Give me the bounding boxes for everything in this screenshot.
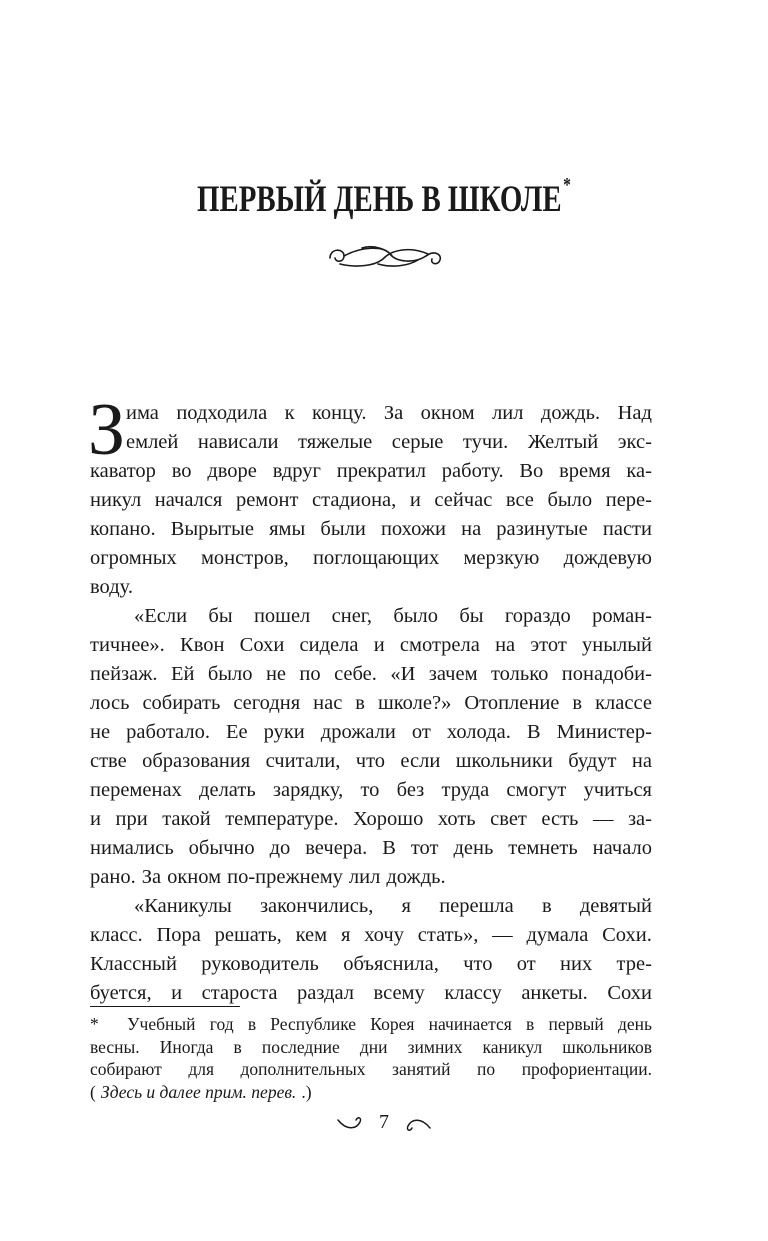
text-line: огромных монстров, поглощающих мерзкую дождевую bbox=[90, 547, 652, 569]
footnote-line: собирают для дополнительных занятий по профориентации. bbox=[90, 1059, 652, 1079]
text-line: лось собирать сегодня нас в школе?» Отопление в классе bbox=[90, 692, 652, 714]
text-line: тичнее». Квон Сохи сидела и смотрела на этот унылый bbox=[90, 634, 652, 656]
footnote bbox=[90, 1013, 652, 1103]
footnote-source-line bbox=[90, 1081, 652, 1104]
footnote-divider bbox=[90, 1006, 240, 1007]
page-number-text: 7 bbox=[379, 1111, 389, 1133]
text-line: Классный руководитель объяснила, что от них тре- bbox=[90, 953, 652, 975]
text-line: не работало. Ее руки дрожали от холода. В Министер- bbox=[90, 721, 652, 743]
text-line: буется, и староста раздал всему классу анкеты. Сохи bbox=[90, 982, 652, 1004]
chapter-title-text: ПЕРВЫЙ ДЕНЬ В ШКОЛЕ bbox=[197, 179, 562, 220]
text-line: каватор во дворе вдруг прекратил работу. Во время ка- bbox=[90, 460, 652, 482]
text-line: воду. bbox=[90, 576, 133, 598]
text-line: никул начался ремонт стадиона, и сейчас все было пере- bbox=[90, 489, 652, 511]
text-line: емлей нависали тяжелые серые тучи. Желтый экс- bbox=[126, 431, 652, 453]
text-line: нимались обычно до вечера. В тот день темнеть начало bbox=[90, 837, 652, 859]
flourish-ornament-icon bbox=[322, 236, 448, 276]
text-line: и при такой температуре. Хорошо хоть свет есть — за- bbox=[90, 808, 652, 830]
footnote-line: * Учебный год в Республике Корея начинается в первый день bbox=[90, 1014, 652, 1034]
body-text bbox=[88, 389, 652, 1008]
footnote-lines bbox=[90, 1013, 652, 1081]
text-line: стве образования считали, что если школьники будут на bbox=[90, 750, 652, 772]
text-line: «Если бы пошел снег, было бы гораздо роман- bbox=[134, 605, 652, 627]
text-line: пейзаж. Ей было не по себе. «И зачем только понадоби- bbox=[90, 663, 652, 685]
text-line: класс. Пора решать, кем я хочу стать», — думала Сохи. bbox=[90, 924, 652, 946]
text-line: «Каникулы закончились, я перешла в девятый bbox=[134, 895, 652, 917]
paragraphs bbox=[90, 399, 652, 1008]
text-line: переменах делать зарядку, то без труда смогут учиться bbox=[90, 779, 652, 801]
page-number bbox=[334, 1110, 434, 1138]
chapter-title bbox=[84, 174, 683, 221]
footnote-line: весны. Иногда в последние дни зимних каникул школьников bbox=[90, 1036, 652, 1057]
text-line: копано. Вырытые ямы были похожи на разинутые пасти bbox=[90, 518, 652, 540]
drop-cap: З bbox=[88, 389, 126, 471]
text-line: рано. За окном по-прежнему лил дождь. bbox=[90, 866, 446, 888]
footnote-source: ( Здесь и далее прим. перев. .) bbox=[90, 1081, 312, 1102]
text-line: има подходила к концу. За окном лил дождь. Над bbox=[126, 402, 652, 424]
footnote-marker: * bbox=[563, 174, 571, 196]
